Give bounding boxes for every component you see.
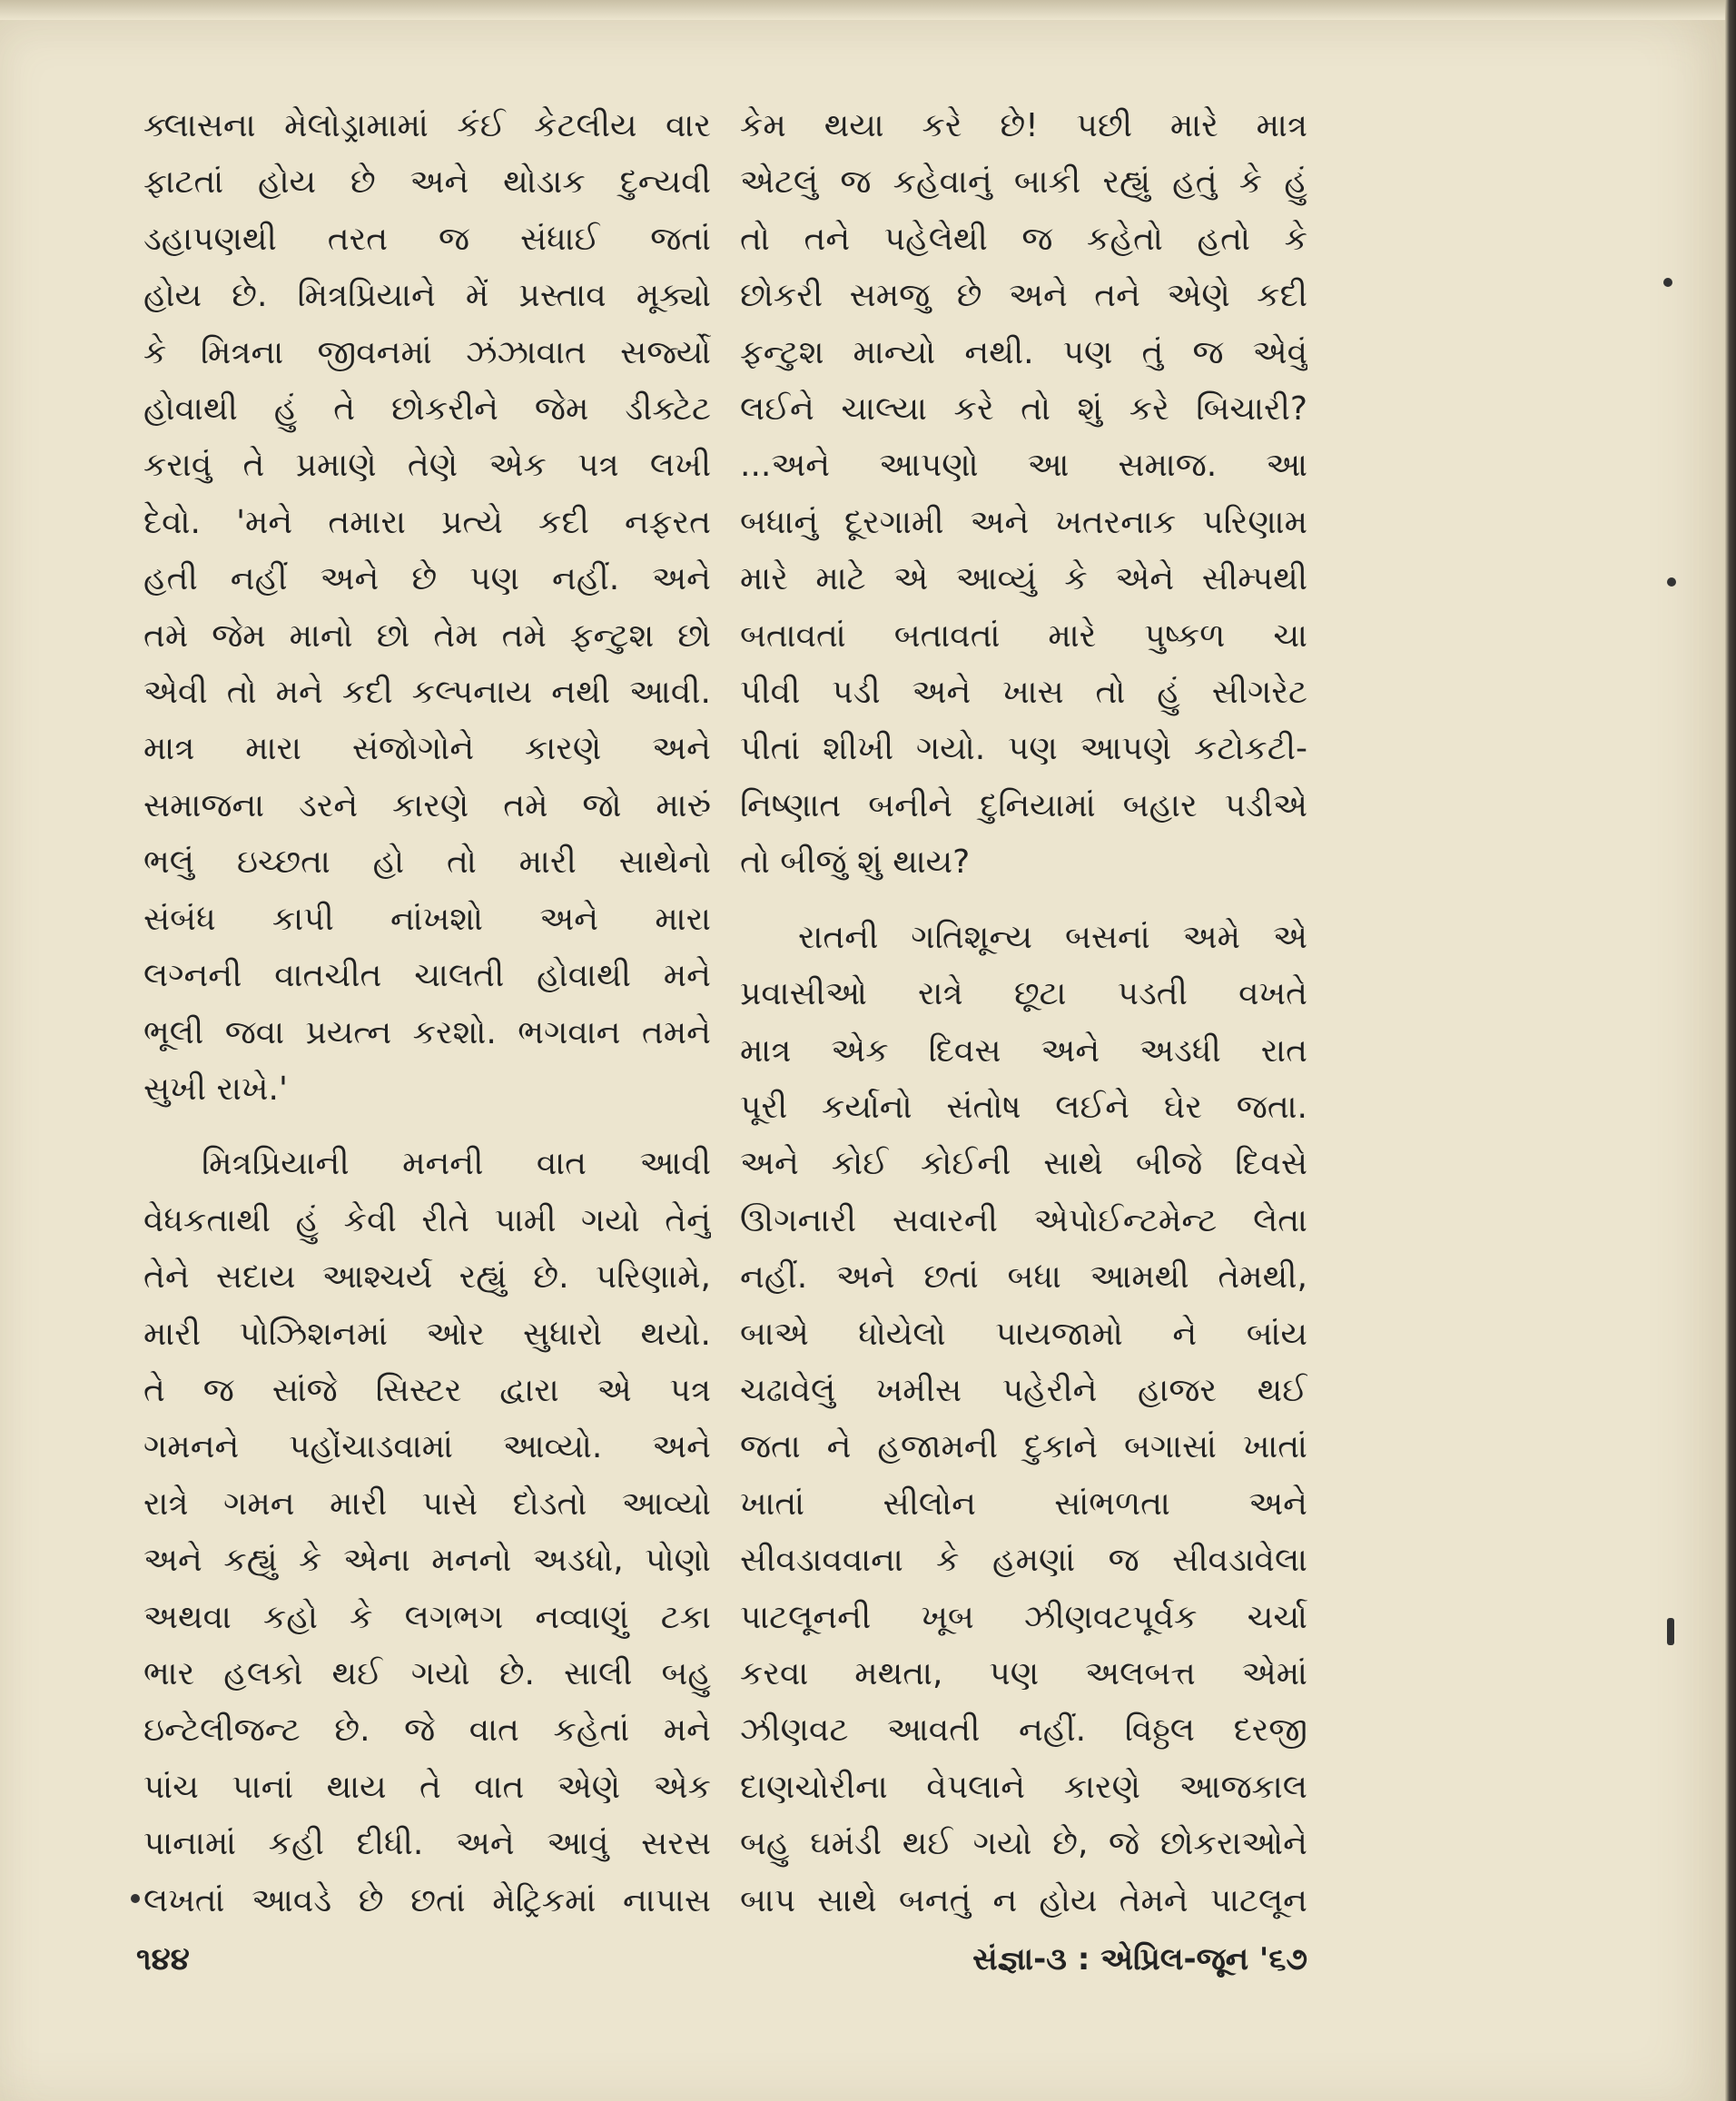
text-line: પૂરી કર્યાનો સંતોષ લઈને ઘેર જતા.	[740, 1088, 1307, 1126]
text-line: તમે જેમ માનો છો તેમ તમે ફન્ટુશ છો	[143, 616, 711, 655]
text-line: મારે માટે એ આવ્યું કે એને સીમ્પથી	[740, 560, 1307, 598]
text-line: રાતની ગતિશૂન્ય બસનાં અમે એ	[798, 918, 1307, 956]
text-line: કરાવું તે પ્રમાણે તેણે એક પત્ર લખી	[143, 447, 711, 485]
text-line: મિત્રપ્રિયાની મનની વાત આવી	[202, 1145, 711, 1183]
left-paragraph-2	[143, 1136, 711, 1929]
text-line: ખાતાં સીલોન સાંભળતા અને	[740, 1485, 1307, 1523]
left-paragraph-1	[143, 98, 711, 1118]
text-line: ગમનને પહોંચાડવામાં આવ્યો. અને	[143, 1428, 711, 1466]
text-line: અને કોઈ કોઈની સાથે બીજે દિવસે	[740, 1145, 1307, 1183]
text-line: ...અને આપણો આ સમાજ. આ	[740, 447, 1307, 485]
text-line: ઊગનારી સવારની એપોઈન્ટમેન્ટ લેતા	[740, 1201, 1307, 1239]
text-line: લખતાં આવડે છે છતાં મેટ્રિકમાં નાપાસ	[143, 1881, 711, 1919]
text-line: માત્ર એક દિવસ અને અડધી રાત	[740, 1031, 1307, 1070]
text-line: કે મિત્રના જીવનમાં ઝંઝાવાત સર્જ્યો	[143, 333, 711, 371]
text-line: એટલું જ કહેવાનું બાકી રહ્યું હતું કે હું	[740, 163, 1307, 202]
text-line: મારી પોઝિશનમાં ઓર સુધારો થયો.	[143, 1315, 711, 1353]
text-line: નહીં. અને છતાં બધા આમથી તેમથી,	[740, 1258, 1307, 1297]
text-line: કરવા મથતા, પણ અલબત્ત એમાં	[740, 1654, 1307, 1692]
text-line: કેમ થયા કરે છે! પછી મારે માત્ર	[740, 107, 1307, 144]
text-line: ફાટતાં હોય છે અને થોડાક દુન્યવી	[143, 163, 711, 202]
text-line: વેધકતાથી હું કેવી રીતે પામી ગયો તેનું	[143, 1201, 711, 1239]
text-line: સુખી રાખે.'	[143, 1070, 288, 1108]
text-line: બહુ ઘમંડી થઈ ગયો છે, જે છોકરાઓને	[740, 1825, 1307, 1863]
text-line: રાત્રે ગમન મારી પાસે દોડતો આવ્યો	[143, 1485, 711, 1523]
text-line: પાંચ પાનાં થાય તે વાત એણે એક	[143, 1768, 711, 1806]
left-column	[143, 98, 711, 1929]
text-line: ઝીણવટ આવતી નહીં. વિઠ્ઠલ દરજી	[740, 1711, 1307, 1750]
page-edge-shadow	[1725, 0, 1736, 2101]
text-line: દેવો. 'મને તમારા પ્રત્યે કદી નફરત	[143, 503, 711, 541]
text-line: અને કહ્યું કે એના મનનો અડધો, પોણો	[143, 1542, 711, 1580]
right-paragraph-1	[740, 98, 1307, 892]
text-line: ભાર હલકો થઈ ગયો છે. સાલી બહુ	[143, 1654, 711, 1692]
text-line: પીવી પડી અને ખાસ તો હું સીગરેટ	[740, 674, 1307, 712]
text-line: છોકરી સમજુ છે અને તને એણે કદી	[740, 277, 1307, 315]
text-line: હોય છે. મિત્રપ્રિયાને મેં પ્રસ્તાવ મૂક્યો	[143, 277, 711, 315]
running-footer: સંજ્ઞા-૩ : એપ્રિલ-જૂન '૬૭	[972, 1941, 1307, 1978]
text-line: પ્રવાસીઓ રાત્રે છૂટા પડતી વખતે	[740, 975, 1307, 1013]
text-line: પાટલૂનની ખૂબ ઝીણવટપૂર્વક ચર્ચા	[740, 1598, 1307, 1636]
right-paragraph-2	[740, 910, 1307, 1929]
text-line: ચઢાવેલું ખમીસ પહેરીને હાજર થઈ	[740, 1371, 1307, 1409]
text-line: બાપ સાથે બનતું ન હોય તેમને પાટલૂન	[740, 1881, 1307, 1919]
text-line: સમાજના ડરને કારણે તમે જો મારું	[143, 786, 711, 824]
text-line: ડહાપણથી તરત જ સંધાઈ જતાં	[143, 220, 711, 258]
text-line: અથવા કહો કે લગભગ નવ્વાણું ટકા	[143, 1598, 711, 1636]
text-line: ઇન્ટેલીજન્ટ છે. જે વાત કહેતાં મને	[143, 1711, 711, 1750]
paragraph-gap	[740, 892, 1307, 910]
text-line: લઈને ચાલ્યા કરે તો શું કરે બિચારી?	[740, 390, 1307, 429]
margin-speck	[131, 1894, 140, 1903]
right-column	[740, 98, 1307, 1929]
text-line: સંબંધ કાપી નાંખશો અને મારા	[143, 900, 711, 938]
text-line: સીવડાવવાના કે હમણાં જ સીવડાવેલા	[740, 1542, 1307, 1580]
margin-speck	[1667, 1618, 1674, 1645]
text-line: ફન્ટુશ માન્યો નથી. પણ તું જ એવું	[740, 333, 1307, 371]
text-line: તો તને પહેલેથી જ કહેતો હતો કે	[740, 220, 1307, 258]
text-line: પાનામાં કહી દીધી. અને આવું સરસ	[143, 1825, 711, 1863]
text-line: બતાવતાં બતાવતાં મારે પુષ્કળ ચા	[740, 616, 1307, 655]
text-line: તો બીજું શું થાય?	[740, 843, 971, 882]
margin-speck	[1663, 278, 1672, 287]
page-top-shadow	[0, 0, 1725, 20]
text-line: બાએ ધોયેલો પાયજામો ને બાંય	[740, 1315, 1307, 1353]
text-line: તેને સદાય આશ્ચર્ય રહ્યું છે. પરિણામે,	[143, 1258, 711, 1297]
text-line: જતા ને હજામની દુકાને બગાસાં ખાતાં	[740, 1428, 1307, 1466]
text-line: ભૂલી જવા પ્રયત્ન કરશો. ભગવાન તમને	[143, 1013, 711, 1051]
text-line: ભલું ઇચ્છતા હો તો મારી સાથેનો	[143, 843, 711, 882]
text-line: માત્ર મારા સંજોગોને કારણે અને	[143, 730, 711, 768]
paragraph-gap	[143, 1118, 711, 1136]
text-line: હતી નહીં અને છે પણ નહીં. અને	[143, 560, 711, 598]
text-line: હોવાથી હું તે છોકરીને જેમ ડીક્ટેટ	[143, 390, 711, 429]
text-line: બધાનું દૂરગામી અને ખતરનાક પરિણામ	[740, 503, 1307, 541]
margin-speck	[1667, 577, 1676, 587]
text-line: એવી તો મને કદી કલ્પનાય નથી આવી.	[143, 674, 711, 712]
text-line: પીતાં શીખી ગયો. પણ આપણે કટોકટી-	[740, 730, 1307, 768]
text-line: દાણચોરીના વેપલાને કારણે આજકાલ	[740, 1768, 1307, 1806]
text-line: ક્લાસના મેલોડ્રામામાં કંઈ કેટલીય વાર	[143, 107, 711, 144]
text-line: તે જ સાંજે સિસ્ટર દ્વારા એ પત્ર	[143, 1371, 711, 1409]
text-line: લગ્નની વાતચીત ચાલતી હોવાથી મને	[143, 957, 711, 995]
text-line: નિષ્ણાત બનીને દુનિયામાં બહાર પડીએ	[740, 786, 1307, 824]
page-number: ૧૪૪	[136, 1941, 190, 1978]
